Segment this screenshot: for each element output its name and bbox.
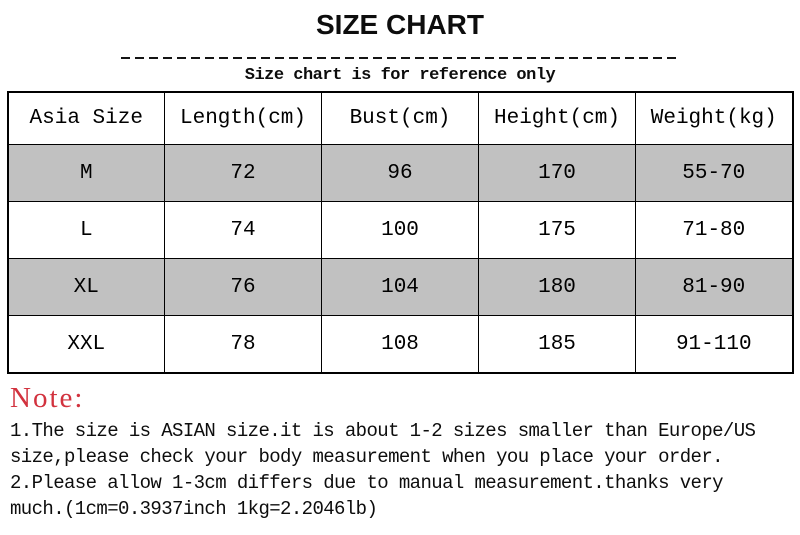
length-cell: 76 bbox=[165, 259, 322, 316]
note-line-4: much.(1cm=0.3937inch 1kg=2.2046lb) bbox=[10, 498, 378, 520]
column-header-weight: Weight(kg) bbox=[636, 92, 793, 145]
size-table bbox=[7, 91, 794, 374]
note-line-2: size,please check your body measurement when you place your order. bbox=[10, 446, 723, 468]
header-row bbox=[8, 92, 793, 145]
bust-cell: 104 bbox=[322, 259, 479, 316]
weight-cell: 55-70 bbox=[636, 145, 793, 202]
column-header-length: Length(cm) bbox=[165, 92, 322, 145]
size-cell: L bbox=[8, 202, 165, 259]
weight-cell: 71-80 bbox=[636, 202, 793, 259]
size-row-xxl bbox=[8, 316, 793, 374]
length-cell: 72 bbox=[165, 145, 322, 202]
column-header-height: Height(cm) bbox=[479, 92, 636, 145]
reference-subtitle: Size chart is for reference only bbox=[244, 66, 556, 85]
column-header-asia-size: Asia Size bbox=[8, 92, 165, 145]
note-line-1: 1.The size is ASIAN size.it is about 1-2 sizes smaller than Europe/US bbox=[10, 420, 756, 442]
size-cell: M bbox=[8, 145, 165, 202]
weight-cell: 91-110 bbox=[636, 316, 793, 374]
note-heading: Note: bbox=[10, 382, 85, 414]
size-row-m bbox=[8, 145, 793, 202]
height-cell: 170 bbox=[479, 145, 636, 202]
note-text bbox=[10, 418, 800, 522]
height-cell: 185 bbox=[479, 316, 636, 374]
size-cell: XL bbox=[8, 259, 165, 316]
dashed-divider bbox=[121, 57, 679, 59]
size-row-xl bbox=[8, 259, 793, 316]
bust-cell: 108 bbox=[322, 316, 479, 374]
height-cell: 175 bbox=[479, 202, 636, 259]
size-row-l bbox=[8, 202, 793, 259]
size-table-body bbox=[8, 145, 793, 374]
size-cell: XXL bbox=[8, 316, 165, 374]
length-cell: 74 bbox=[165, 202, 322, 259]
column-header-bust: Bust(cm) bbox=[322, 92, 479, 145]
page-title: SIZE CHART bbox=[316, 9, 484, 40]
bust-cell: 100 bbox=[322, 202, 479, 259]
note-line-3: 2.Please allow 1-3cm differs due to manual measurement.thanks very bbox=[10, 472, 723, 494]
height-cell: 180 bbox=[479, 259, 636, 316]
length-cell: 78 bbox=[165, 316, 322, 374]
size-table-header bbox=[8, 92, 793, 145]
weight-cell: 81-90 bbox=[636, 259, 793, 316]
bust-cell: 96 bbox=[322, 145, 479, 202]
